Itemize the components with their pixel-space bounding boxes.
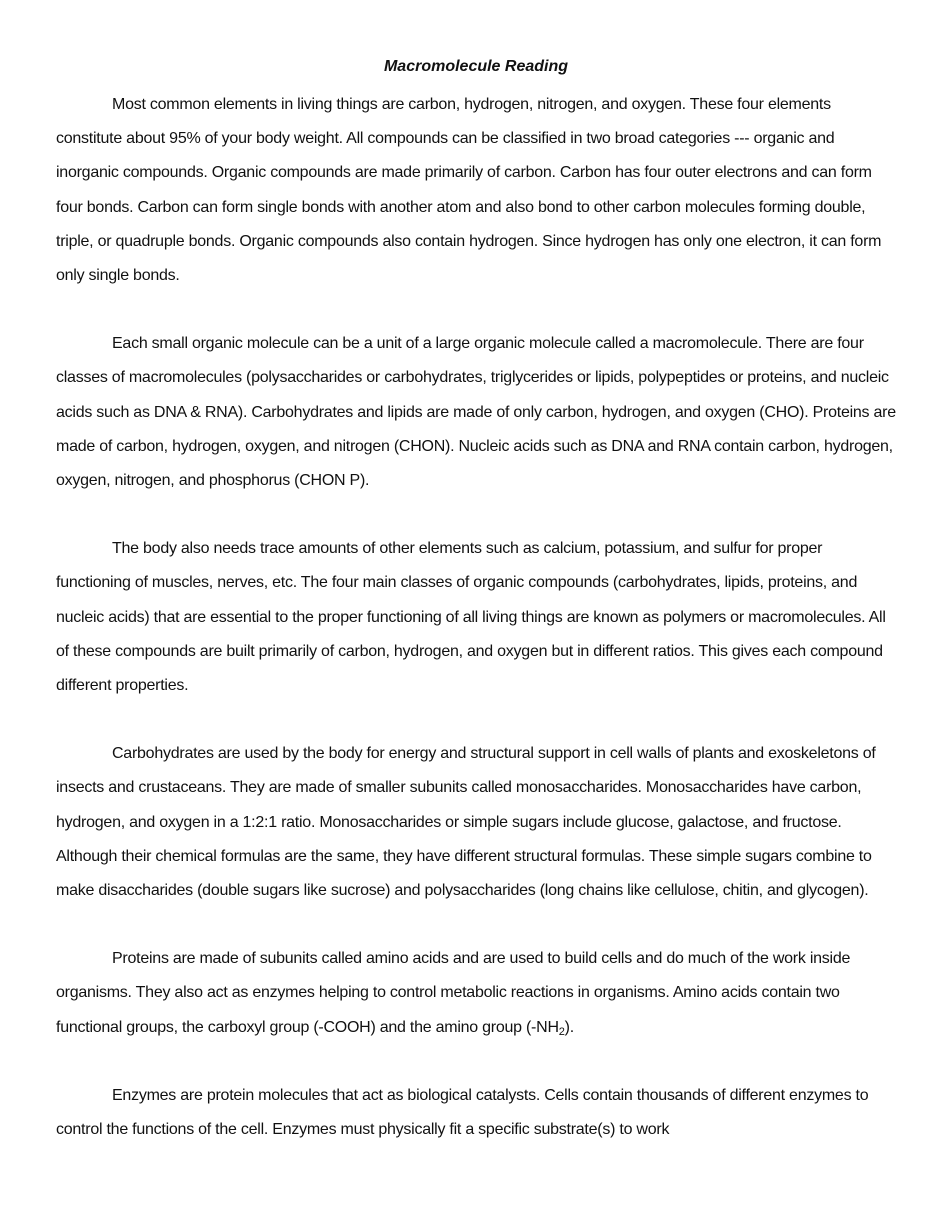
paragraph-elements: Most common elements in living things are carbon, hydrogen, nitrogen, and oxygen. These four elements constitute about 95% of your body weight. All compounds can be classified in two broad categories --- organic and inorganic compounds. Organic compounds are made primarily of carbon. Carbon has four outer electrons and can form four bonds. Carbon can form single bonds with another atom and also bond to other carbon molecules forming double, triple, or quadruple bonds. Organic compounds also contain hydrogen. Since hydrogen has only one electron, it can form only single bonds. — [56, 96, 882, 285]
document-page — [56, 54, 896, 1181]
paragraph-enzymes: Enzymes are protein molecules that act as biological catalysts. Cells contain thousands of different enzymes to control the functions of the cell. Enzymes must physically fit a specific substrate(s) to work — [56, 1086, 869, 1139]
proteins-text: Proteins are made of subunits called amino acids and are used to build cells and do much of the work inside organisms. They also act as enzymes helping to control metabolic reactions in organisms. Amino acids contain two functional groups, the carboxyl group (-COOH) and the amino group (-NH — [56, 950, 851, 1036]
proteins-suffix: ). — [564, 1018, 574, 1036]
paragraph-trace-elements: The body also needs trace amounts of other elements such as calcium, potassium, and sulfur for proper functioning of muscles, nerves, etc. The four main classes of organic compounds (carbohydrates, lipids, proteins, and nucleic acids) that are essential to the proper functioning of all living things are known as polymers or macromolecules. All of these compounds are built primarily of carbon, hydrogen, and oxygen but in different ratios. This gives each compound different properties. — [56, 540, 886, 695]
paragraph-proteins — [56, 942, 896, 1045]
document-title: Macromolecule Reading — [383, 58, 569, 75]
subscript-two: 2 — [558, 1025, 565, 1038]
paragraph-macromolecules: Each small organic molecule can be a unit of a large organic molecule called a macromolecule. There are four classes of macromolecules (polysaccharides or carbohydrates, triglycerides or lipids, polypeptides or proteins, and nucleic acids such as DNA & RNA). Carbohydrates and lipids are made of only carbon, hydrogen, and oxygen (CHO). Proteins are made of carbon, hydrogen, oxygen, and nitrogen (CHON). Nucleic acids such as DNA and RNA contain carbon, hydrogen, oxygen, nitrogen, and phosphorus (CHON P). — [56, 335, 896, 490]
paragraph-carbohydrates: Carbohydrates are used by the body for energy and structural support in cell walls of plants and exoskeletons of insects and crustaceans. They are made of smaller subunits called monosaccharides. Monosaccharides have carbon, hydrogen, and oxygen in a 1:2:1 ratio. Monosaccharides or simple sugars include glucose, galactose, and fructose. Although their chemical formulas are the same, they have different structural formulas. These simple sugars combine to make disaccharides (double sugars like sucrose) and polysaccharides (long chains like cellulose, chitin, and glycogen). — [56, 745, 876, 900]
